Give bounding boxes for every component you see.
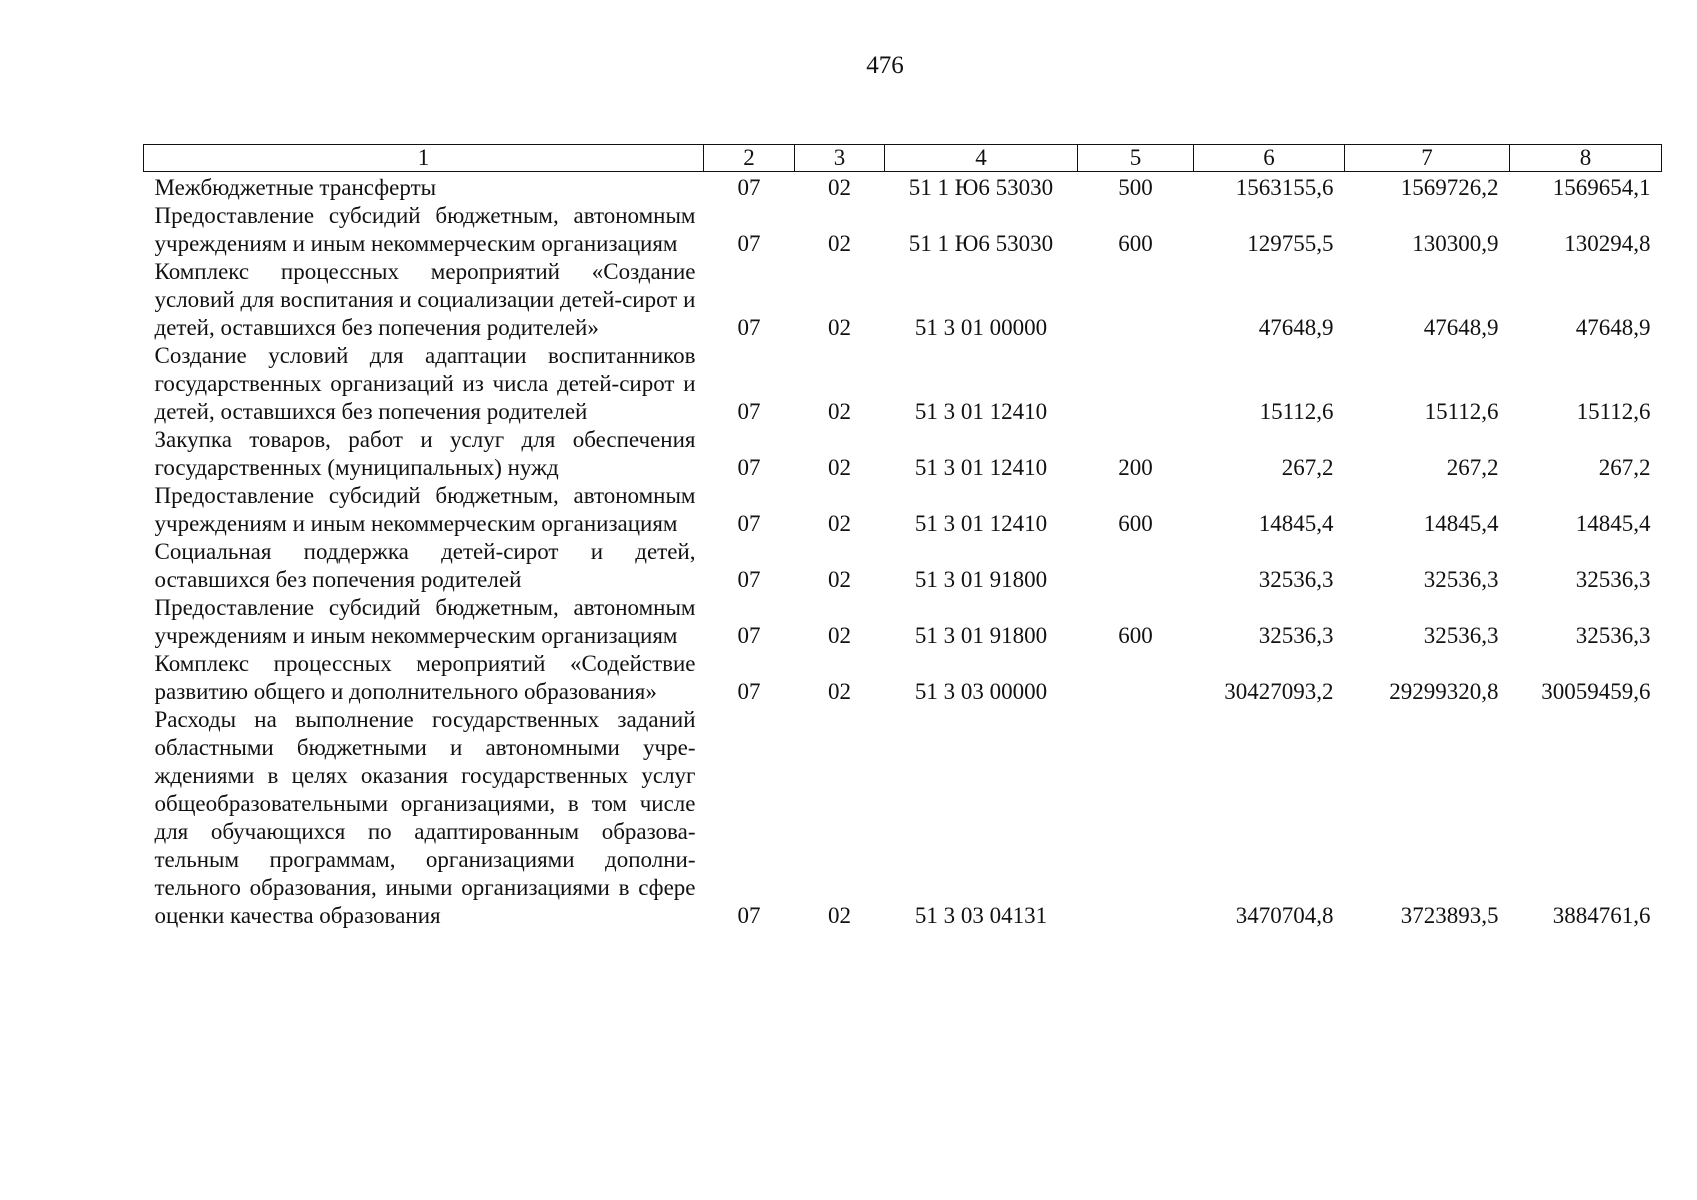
row-sum-2: 267,2 (1446, 455, 1499, 480)
row-target-article: 51 3 03 00000 (914, 679, 1048, 704)
header-col-5: 5 (1078, 145, 1194, 172)
row-sum-2: 130300,9 (1412, 231, 1499, 256)
row-target-article: 51 1 Ю6 53030 (908, 231, 1054, 256)
row-name: Расходы на выполнение государственных заданий областными бюджетными и автономными учреждениями в целях оказания государственных услуг общеобразовательными организациями, в том числе для обучающихся по адаптированным образовательным программам, организациями дополнительного образования, иными организациями в сфере оценки качества образования (154, 707, 696, 928)
row-sum-3: 130294,8 (1564, 231, 1651, 256)
row-sum-2: 14845,4 (1423, 511, 1499, 536)
row-sum-1: 14845,4 (1258, 511, 1334, 536)
row-name: Межбюджетные трансферты (154, 175, 437, 200)
row-section: 07 (737, 399, 761, 424)
row-sum-2: 15112,6 (1424, 399, 1499, 424)
row-section: 07 (737, 903, 761, 928)
budget-table (143, 144, 1662, 930)
row-name: Закупка товаров, работ и услуг для обеспечения государственных (муниципальных) нужд (154, 427, 696, 480)
table-row (144, 650, 1662, 706)
row-expense-type: 600 (1118, 623, 1153, 648)
table-row (144, 594, 1662, 650)
table-row (144, 706, 1662, 930)
row-sum-3: 47648,9 (1575, 315, 1651, 340)
row-expense-type (1078, 258, 1194, 342)
row-section: 07 (737, 315, 761, 340)
row-section: 07 (737, 623, 761, 648)
row-sum-3: 32536,3 (1575, 623, 1651, 648)
row-sum-1: 32536,3 (1258, 623, 1334, 648)
table-body (144, 172, 1662, 931)
row-sum-3: 267,2 (1598, 455, 1651, 480)
row-target-article: 51 3 03 04131 (914, 903, 1048, 928)
row-sum-1: 267,2 (1281, 455, 1334, 480)
row-sum-2: 32536,3 (1423, 567, 1499, 592)
table-row (144, 538, 1662, 594)
table-row (144, 482, 1662, 538)
row-sum-2: 47648,9 (1423, 315, 1499, 340)
row-expense-type (1078, 538, 1194, 594)
row-subsection: 02 (828, 315, 851, 340)
row-expense-type: 600 (1118, 511, 1153, 536)
header-col-7: 7 (1345, 145, 1510, 172)
row-section: 07 (737, 455, 761, 480)
row-subsection: 02 (828, 231, 851, 256)
row-sum-3: 30059459,6 (1541, 679, 1651, 704)
table-row (144, 172, 1662, 203)
row-subsection: 02 (828, 679, 851, 704)
table-row (144, 342, 1662, 426)
row-expense-type (1078, 342, 1194, 426)
row-subsection: 02 (828, 455, 851, 480)
row-sum-1: 1563155,6 (1235, 175, 1334, 200)
row-name: Социальная поддержка детей-сирот и детей, оставшихся без попечения родителей (154, 539, 696, 592)
row-sum-3: 15112,6 (1576, 399, 1651, 424)
row-target-article: 51 1 Ю6 53030 (908, 175, 1054, 200)
row-subsection: 02 (828, 903, 851, 928)
row-expense-type: 500 (1118, 175, 1153, 200)
row-sum-1: 30427093,2 (1224, 679, 1334, 704)
header-col-6: 6 (1194, 145, 1345, 172)
row-sum-1: 129755,5 (1247, 231, 1334, 256)
row-name: Предоставление субсидий бюджетным, автономным учреждениям и иным некоммерческим организациям (154, 595, 696, 648)
row-name: Создание условий для адаптации воспитанников государственных организаций из числа детей-сирот и детей, оставшихся без попечения родителей (154, 343, 696, 424)
row-sum-3: 32536,3 (1575, 567, 1651, 592)
row-name: Комплекс процессных мероприятий «Создание условий для воспитания и социализации детей-сирот и детей, оставшихся без попечения родителей» (154, 259, 696, 340)
row-subsection: 02 (828, 399, 851, 424)
row-sum-2: 32536,3 (1423, 623, 1499, 648)
row-sum-3: 14845,4 (1575, 511, 1651, 536)
row-subsection: 02 (828, 567, 851, 592)
row-name: Предоставление субсидий бюджетным, автономным учреждениям и иным некоммерческим организациям (154, 483, 696, 536)
row-sum-3: 3884761,6 (1552, 903, 1651, 928)
header-col-2: 2 (704, 145, 795, 172)
row-name: Комплекс процессных мероприятий «Содействие развитию общего и дополнительного образования» (154, 651, 696, 704)
row-target-article: 51 3 01 00000 (914, 315, 1048, 340)
row-expense-type: 200 (1118, 455, 1153, 480)
row-sum-2: 3723893,5 (1400, 903, 1499, 928)
row-subsection: 02 (828, 175, 851, 200)
row-target-article: 51 3 01 91800 (914, 623, 1048, 648)
row-section: 07 (737, 679, 761, 704)
row-expense-type: 600 (1118, 231, 1153, 256)
row-section: 07 (737, 175, 761, 200)
row-subsection: 02 (828, 623, 851, 648)
page-number: 476 (866, 52, 904, 79)
row-target-article: 51 3 01 12410 (914, 511, 1048, 536)
header-col-1: 1 (144, 145, 704, 172)
header-col-8: 8 (1510, 145, 1662, 172)
table-row (144, 258, 1662, 342)
row-target-article: 51 3 01 91800 (914, 567, 1048, 592)
table-row (144, 426, 1662, 482)
row-section: 07 (737, 231, 761, 256)
header-col-3: 3 (795, 145, 885, 172)
row-sum-2: 29299320,8 (1389, 679, 1499, 704)
row-sum-3: 1569654,1 (1552, 175, 1651, 200)
row-sum-1: 15112,6 (1259, 399, 1334, 424)
row-expense-type (1078, 650, 1194, 706)
header-row (144, 145, 1662, 172)
row-target-article: 51 3 01 12410 (914, 399, 1048, 424)
row-sum-1: 47648,9 (1258, 315, 1334, 340)
table-header (144, 145, 1662, 172)
row-sum-1: 32536,3 (1258, 567, 1334, 592)
header-col-4: 4 (885, 145, 1078, 172)
table-row (144, 202, 1662, 258)
row-subsection: 02 (828, 511, 851, 536)
row-section: 07 (737, 511, 761, 536)
row-expense-type (1078, 706, 1194, 930)
row-name: Предоставление субсидий бюджетным, автономным учреждениям и иным некоммерческим организациям (154, 203, 696, 256)
row-sum-1: 3470704,8 (1235, 903, 1334, 928)
row-target-article: 51 3 01 12410 (914, 455, 1048, 480)
row-sum-2: 1569726,2 (1400, 175, 1499, 200)
row-section: 07 (737, 567, 761, 592)
